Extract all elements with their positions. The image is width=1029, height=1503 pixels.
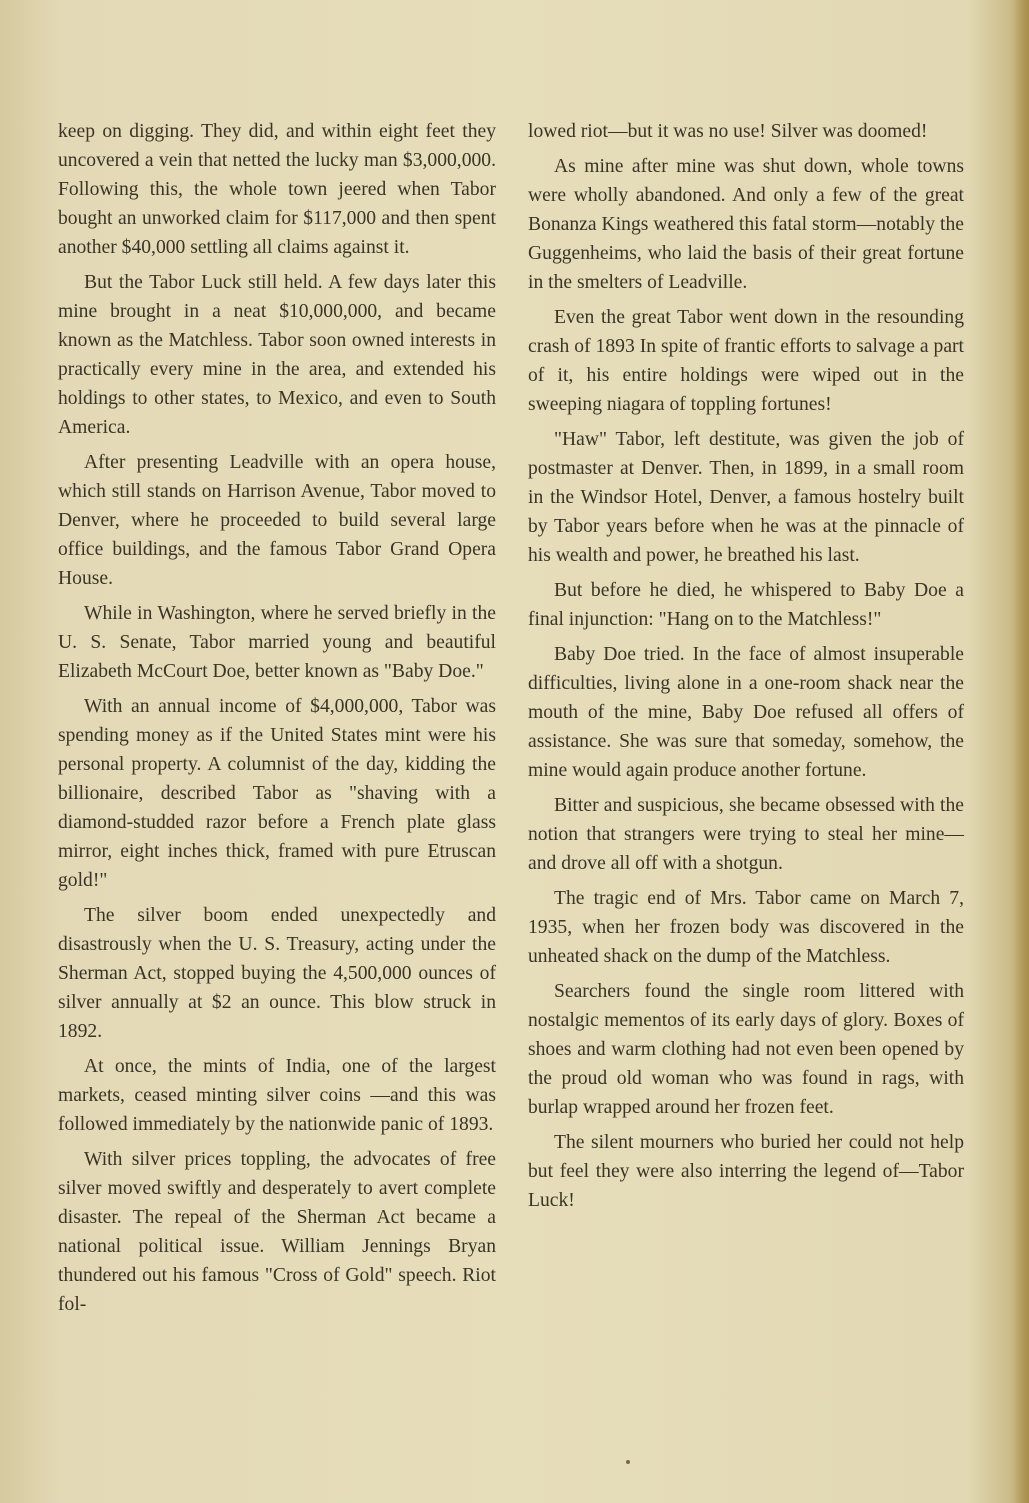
paragraph: After presenting Leadville with an opera house, which still stands on Harrison Avenue, Tabor moved to Denver, where he proceeded to build several large office buildings, and the famous Tabor Grand Opera House. [58, 452, 496, 589]
paragraph: The silent mourners who buried her could not help but feel they were also interring the legend of—Tabor Luck! [528, 1132, 964, 1211]
paragraph: With an annual income of $4,000,000, Tabor was spending money as if the United States mint were his personal property. A columnist of the day, kidding the billionaire, described Tabor as "shaving with a diamond-studded razor before a French plate glass mirror, eight inches thick, framed with pure Etruscan gold!" [58, 696, 496, 891]
paragraph: But before he died, he whispered to Baby Doe a final injunction: "Hang on to the Matchless!" [528, 580, 964, 630]
paragraph: "Haw" Tabor, left destitute, was given the job of postmaster at Denver. Then, in 1899, in a small room in the Windsor Hotel, Denver, a famous hostelry built by Tabor years before when he was at the pinnacle of his wealth and power, he breathed his last. [528, 429, 964, 566]
paragraph: lowed riot—but it was no use! Silver was doomed! [528, 121, 928, 142]
right-text-column [528, 117, 964, 1221]
paragraph: keep on digging. They did, and within eight feet they uncovered a vein that netted the lucky man $3,000,000. Following this, the whole town jeered when Tabor bought an unworked claim for $117,000 and then spent another $40,000 settling all claims against it. [58, 121, 496, 258]
paragraph: Even the great Tabor went down in the resounding crash of 1893 In spite of frantic efforts to salvage a part of it, his entire holdings were wiped out in the sweeping niagara of toppling fortunes! [528, 307, 964, 415]
paragraph: Baby Doe tried. In the face of almost insuperable difficulties, living alone in a one-room shack near the mouth of the mine, Baby Doe refused all offers of assistance. She was sure that someday, somehow, the mine would again produce another fortune. [528, 644, 964, 781]
paragraph: Bitter and suspicious, she became obsessed with the notion that strangers were trying to steal her mine—and drove all off with a shotgun. [528, 795, 964, 874]
paragraph: But the Tabor Luck still held. A few days later this mine brought in a neat $10,000,000, and became known as the Matchless. Tabor soon owned interests in practically every mine in the area, and extended his holdings to other states, to Mexico, and even to South America. [58, 272, 496, 438]
paragraph: Searchers found the single room littered with nostalgic mementos of its early days of glory. Boxes of shoes and warm clothing had not even been opened by the proud old woman who was found in rags, with burlap wrapped around her frozen feet. [528, 981, 964, 1118]
page-edge-shadow [1013, 0, 1029, 1503]
paragraph: While in Washington, where he served briefly in the U. S. Senate, Tabor married young and beautiful Elizabeth McCourt Doe, better known as "Baby Doe." [58, 603, 496, 682]
paragraph: At once, the mints of India, one of the largest markets, ceased minting silver coins —and this was followed immediately by the nationwide panic of 1893. [58, 1056, 496, 1135]
paragraph: As mine after mine was shut down, whole towns were wholly abandoned. And only a few of the great Bonanza Kings weathered this fatal storm—notably the Guggenheims, who laid the basis of their great fortune in the smelters of Leadville. [528, 156, 964, 293]
print-speck [626, 1460, 630, 1464]
paragraph: The tragic end of Mrs. Tabor came on March 7, 1935, when her frozen body was discovered in the unheated shack on the dump of the Matchless. [528, 888, 964, 967]
left-text-column [58, 117, 496, 1325]
paragraph: The silver boom ended unexpectedly and disastrously when the U. S. Treasury, acting under the Sherman Act, stopped buying the 4,500,000 ounces of silver annually at $2 an ounce. This blow struck in 1892. [58, 905, 496, 1042]
paragraph: With silver prices toppling, the advocates of free silver moved swiftly and desperately to avert complete disaster. The repeal of the Sherman Act became a national political issue. William Jennings Bryan thundered out his famous "Cross of Gold" speech. Riot fol- [58, 1149, 496, 1315]
